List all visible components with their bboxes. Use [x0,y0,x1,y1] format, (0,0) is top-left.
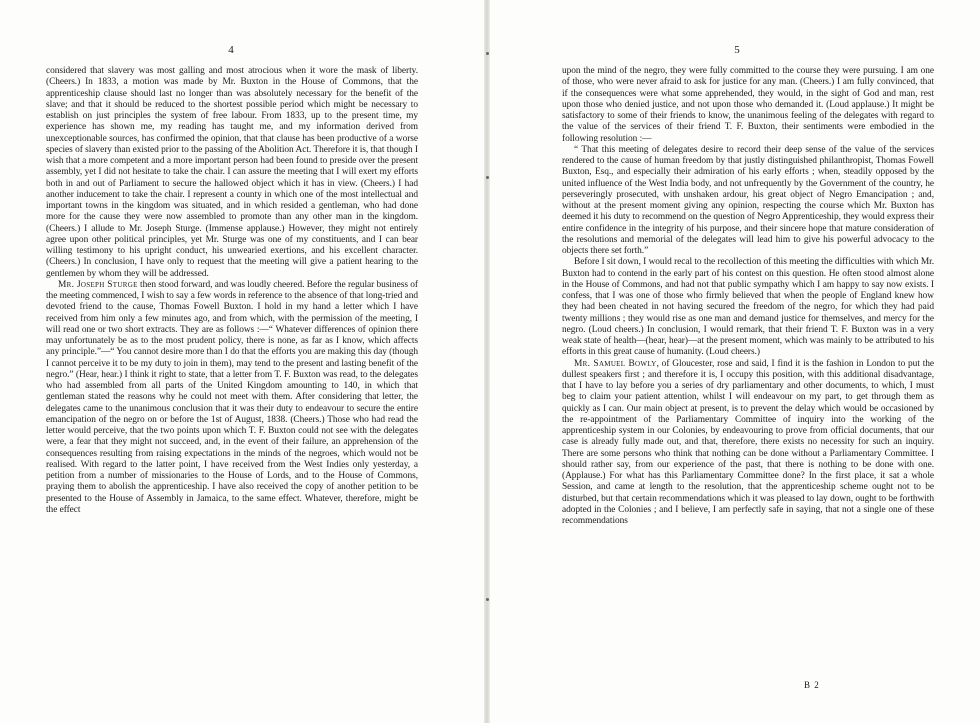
speaker-name: Mr. Joseph Sturge [58,279,138,290]
left-page [0,0,484,723]
paragraph: Before I sit down, I would recal to the recollection of this meeting the difficulties with which Mr. Buxton had to contend in the early part of his contest on this question. He often stood almost alone in the House of Commons, and had not that public sympathy which I am happy to say now exists. I confess, that I was one of those who firmly believed that when the people of England knew how they had been cheated in not having secured the freedom of the negro, for which they had paid twenty millions ; they would rise as one man and demand justice for themselves, and mercy for the negro. (Loud cheers.) In conclusion, I would remark, that their friend T. F. Buxton was in a very weak state of health—(hear, hear)—at the present moment, which was mainly to be attributed to his efforts in this great cause of humanity. (Loud cheers.) [562,257,934,358]
gutter-mark [486,598,489,601]
page-number-left: 4 [228,44,234,56]
speaker-text: , of Gloucester, rose and said, I find it is the fashion in London to put the dullest speakers first ; and therefore it is, I occupy this position, with this additional disadvantage, that I have to lay before you a series of dry parliamentary and other documents, to which, I must beg to claim your patient attention, whilst I will endeavour on my part, to get through them as quickly as I can. Our main object at present, is to prevent the delay which would be occasioned by the re-appointment of the Parliamentary Committee of inquiry into the working of the apprenticeship system in our Colonies, by endeavouring to prove from official documents, that our case is already fully made out, and that, therefore, there exists no necessity for such an inquiry. There are some persons who think that nothing can be done without a Parliamentary Committee. I should rather say, from our experience of the past, that there is nothing to be done with one. (Applause.) For what has this Parliamentary Committee done? In the first place, it sat a whole Session, and came at length to the resolution, that the apprenticeship scheme ought not to be disturbed, but that certain recommendations which it was pleased to lay down, ought to be forthwith adopted in the Colonies ; and I believe, I am perfectly safe in saying, that not a single one of these recommendations [562,358,935,526]
signature-mark: B 2 [804,680,820,690]
speaker-name: Mr. Samuel Bowly [574,358,657,369]
paragraph: upon the mind of the negro, they were fully committed to the course they were pursuing. I am one of those, who were never afraid to ask for justice for any man. (Cheers.) I am fully convinced, that if the consequences were what some apprehended, they would, in the sight of God and man, rest upon those who denied justice, and not upon those who demanded it. (Loud applause.) It might be satisfactory to some of their friends to know, the unanimous feeling of the delegates with regard to the value of the services of their friend T. F. Buxton, their sentiments were embodied in the following resolution :— [562,66,934,144]
gutter-mark [486,52,489,55]
gutter-mark [486,176,489,179]
right-text-column [562,66,934,527]
left-text-column [46,66,418,516]
right-page [490,0,980,723]
speaker-paragraph [46,280,418,516]
speaker-text: then stood forward, and was loudly cheered. Before the regular business of the meeting commenced, I wish to say a few words in reference to the absence of that long-tried and devoted friend to the cause, Thomas Fowell Buxton. I hold in my hand a letter which I have received from him only a few minutes ago, and from which, with the permission of the meeting, I will read one or two short extracts. They are as follows :—“ Whatever differences of opinion there may unfortunately be as to the most prudent policy, there is none, as far as I know, which affects any principle.”—“ You cannot desire more than I do that the efforts you are making this day (though I cannot perceive it to be my duty to join in them), may tend to the present and lasting benefit of the negro.” (Hear, hear.) I think it right to state, that a letter from T. F. Buxton was read, to the delegates who had assembled from all parts of the United Kingdom amounting to 140, in which that gentleman stated the reasons why he could not meet with them. After considering that letter, the delegates came to the unanimous conclusion that it was their duty to endeavour to secure the entire emancipation of the negro on or before the 1st of August, 1838. (Cheers.) Those who had read the letter would perceive, that the two points upon which T. F. Buxton could not see with the delegates were, a fear that they might not succeed, and, in the event of their failure, an apprehension of the consequences resulting from raising expectations in the minds of the negroes, which would not be realised. With regard to the latter point, I have received from the West Indies only yesterday, a petition from a number of missionaries to the House of Lords, and to the House of Commons, praying them to abolish the apprenticeship. I have also received the copy of another petition to be presented to the House of Assembly in Jamaica, to the same effect. Whatever, therefore, might be the effect [46,279,418,515]
resolution-quote: “ That this meeting of delegates desire to record their deep sense of the value of the services rendered to the cause of human freedom by that justly distinguished philanthropist, Thomas Fowell Buxton, Esq., and especially their admiration of his early efforts ; when, steadily opposed by the united influence of the West India body, and not unfrequently by the Government of the country, he perseveringly prosecuted, with unshaken ardour, his great object of Negro Emancipation ; and, without at the present moment giving any opinion, respecting the course which Mr. Buxton has deemed it his duty to recommend on the question of Negro Apprenticeship, they would express their entire confidence in the integrity of his purpose, and their sincere hope that mature consideration of the resolutions and memorial of the delegates will lead him to give his powerful advocacy to the objects there set forth.” [562,144,934,256]
speaker-paragraph [562,359,934,528]
paragraph: considered that slavery was most galling and most atrocious when it wore the mask of liberty. (Cheers.) In 1833, a motion was made by Mr. Buxton in the House of Commons, that the apprenticeship clause should last no longer than was absolutely necessary for the benefit of the slave; and that it should be reduced to the shortest possible period which might be necessary to establish on just principles the system of free labour. From 1833, up to the present time, my experience has shown me, my reading has taught me, and my information derived from unexceptionable sources, has confirmed the opinion, that that clause has been productive of a worse species of slavery than existed prior to the passing of the Abolition Act. Therefore it is, that though I wish that a more competent and a more important person had been found to preside over the present assembly, yet I did not hesitate to take the chair. I can assure the meeting that I will exert my efforts both in and out of Parliament to secure the hallowed object which it has in view. (Cheers.) I had another inducement to take the chair. I represent a county in which one of the most intellectual and important towns in the kingdom was situated, and in which resided a gentleman, who had done more for the cause they were now assembled to promote than any other man in the kingdom. (Cheers.) I allude to Mr. Joseph Sturge. (Immense applause.) However, they might not entirely agree upon other political principles, yet Mr. Sturge was one of my constituents, and I can bear willing testimony to his upright conduct, his unwearied exertions, and his excellent character. (Cheers.) In conclusion, I have only to request that the meeting will give a patient hearing to the gentlemen by whom they will be addressed. [46,66,418,279]
page-number-right: 5 [734,44,740,56]
